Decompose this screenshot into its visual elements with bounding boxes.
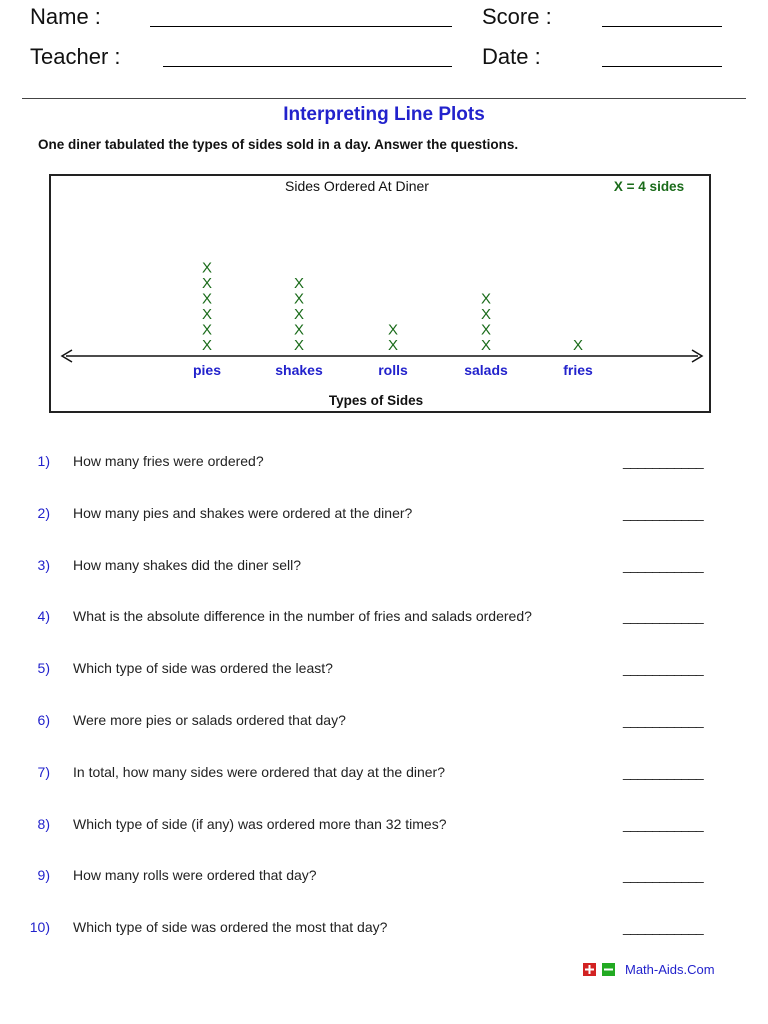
question-text: Which type of side was ordered the least?: [73, 660, 333, 677]
plot-mark-shakes: X: [293, 337, 305, 354]
question-text: How many shakes did the diner sell?: [73, 556, 302, 573]
answer-blank[interactable]: ___________: [623, 763, 704, 780]
question-text: What is the absolute difference in the number of fries and salads ordered?: [73, 608, 532, 625]
question-text: How many rolls were ordered that day?: [73, 867, 317, 884]
score-label: Score :: [482, 4, 552, 29]
plot-mark-pies: X: [201, 259, 213, 277]
question-number: 2): [37, 504, 50, 521]
question-text: How many fries were ordered?: [73, 453, 264, 469]
plot-mark-salads: X: [480, 306, 492, 323]
plus-icon: [583, 963, 596, 976]
category-label-fries: fries: [563, 362, 593, 378]
plot-mark-pies: X: [201, 290, 213, 308]
question-text: Which type of side (if any) was ordered more than 32 times?: [73, 815, 447, 832]
answer-blank[interactable]: ___________: [623, 453, 704, 469]
plot-mark-salads: X: [480, 337, 492, 354]
plot-mark-shakes: X: [293, 275, 305, 292]
plot-mark-salads: X: [480, 290, 492, 308]
question-text: Were more pies or salads ordered that day?: [73, 712, 346, 728]
answer-blank[interactable]: ___________: [623, 712, 704, 728]
question-number: 5): [37, 660, 50, 677]
instructions: One diner tabulated the types of sides sold in a day. Answer the questions.: [38, 137, 519, 152]
question-number: 10): [29, 919, 50, 936]
plot-mark-rolls: X: [387, 337, 399, 354]
question-text: In total, how many sides were ordered that day at the diner?: [73, 763, 445, 780]
answer-blank[interactable]: ___________: [623, 815, 704, 832]
plot-mark-shakes: X: [293, 321, 305, 339]
minus-icon: [602, 963, 615, 976]
question-number: 7): [37, 763, 50, 780]
teacher-label: Teacher :: [30, 44, 121, 69]
question-number: 8): [37, 815, 50, 832]
plot-mark-fries: X: [572, 337, 584, 354]
category-label-rolls: rolls: [378, 362, 408, 378]
question-number: 1): [37, 453, 50, 469]
x-axis-label: Types of Sides: [328, 393, 424, 408]
category-label-salads: salads: [464, 362, 508, 378]
answer-blank[interactable]: ___________: [623, 660, 704, 677]
answer-blank[interactable]: ___________: [623, 556, 704, 573]
plot-mark-salads: X: [480, 321, 492, 339]
plot-mark-pies: X: [201, 306, 213, 323]
chart-key: X = 4 sides: [613, 179, 685, 194]
plot-mark-rolls: X: [387, 321, 399, 339]
plot-mark-shakes: X: [293, 290, 305, 308]
question-text: How many pies and shakes were ordered at the diner?: [73, 504, 413, 521]
category-label-pies: pies: [192, 362, 222, 378]
category-label-shakes: shakes: [275, 362, 323, 378]
answer-blank[interactable]: ___________: [623, 919, 704, 936]
worksheet-title: Interpreting Line Plots: [283, 104, 485, 125]
question-number: 6): [37, 712, 50, 728]
plot-mark-pies: X: [201, 337, 213, 354]
answer-blank[interactable]: ___________: [623, 608, 704, 625]
plot-mark-pies: X: [201, 275, 213, 292]
question-text: Which type of side was ordered the most that day?: [73, 919, 388, 936]
line-plot-chart: [0, 0, 768, 430]
answer-blank[interactable]: ___________: [623, 867, 704, 884]
chart-title: Sides Ordered At Diner: [285, 178, 429, 194]
question-number: 4): [37, 608, 50, 625]
plot-mark-pies: X: [201, 321, 213, 339]
name-label: Name :: [30, 4, 101, 29]
date-label: Date :: [482, 44, 541, 69]
question-number: 3): [37, 556, 50, 573]
answer-blank[interactable]: ___________: [623, 504, 704, 521]
question-number: 9): [37, 867, 50, 884]
footer-site-link[interactable]: Math-Aids.Com: [625, 962, 715, 977]
plot-mark-shakes: X: [293, 306, 305, 323]
